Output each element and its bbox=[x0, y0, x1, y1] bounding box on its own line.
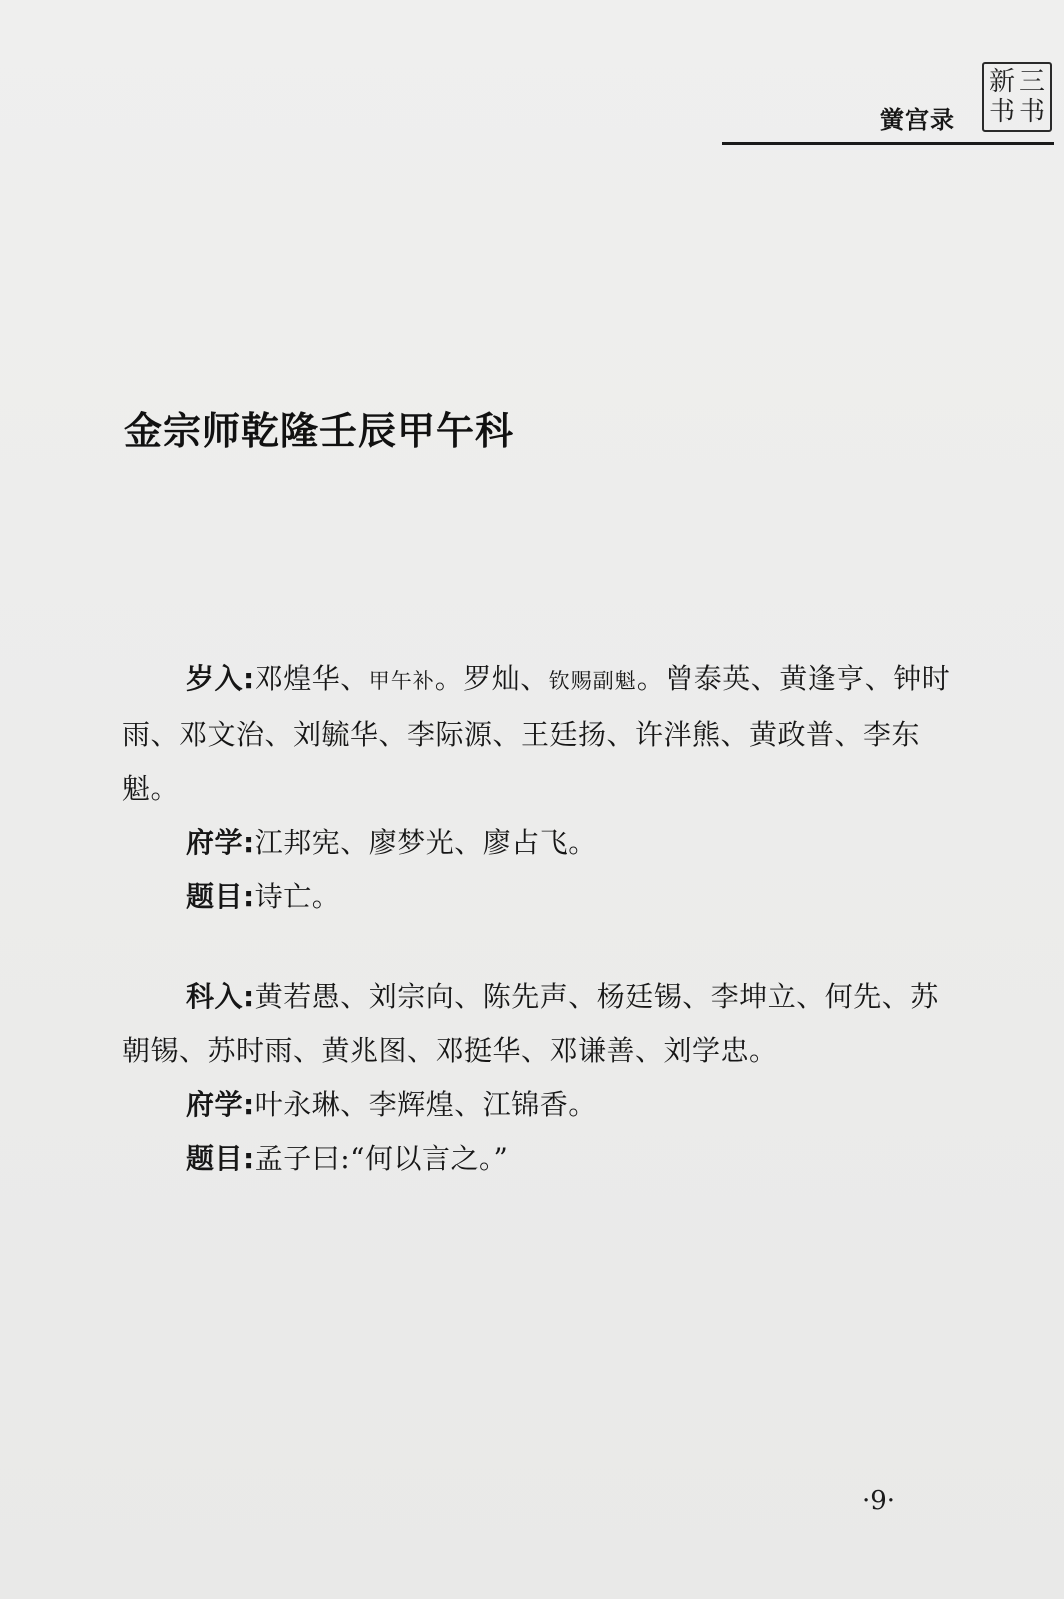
header-rule bbox=[722, 142, 1054, 145]
entrants-paragraph bbox=[122, 652, 952, 816]
label-colon: : bbox=[243, 1088, 255, 1121]
seal-char: 新 bbox=[988, 67, 1015, 97]
prefecture-text: 江邦宪、廖梦光、廖占飞。 bbox=[254, 826, 597, 859]
entrants-label: 科入 bbox=[186, 980, 244, 1013]
topic-label: 题目 bbox=[186, 1142, 244, 1175]
entrants-paragraph bbox=[122, 970, 952, 1078]
topic-paragraph bbox=[122, 870, 952, 924]
entrants-text: 黄若愚、刘宗向、陈先声、杨廷锡、李坤立、何先、苏朝锡、苏时雨、黄兆图、邓挺华、邓谦善、刘学忠。 bbox=[122, 980, 939, 1067]
running-head-title: 黉宫录 bbox=[880, 106, 955, 134]
topic-paragraph bbox=[122, 1132, 952, 1186]
seal-char: 书 bbox=[988, 97, 1015, 127]
label-colon: : bbox=[243, 826, 255, 859]
prefecture-label: 府学 bbox=[186, 826, 244, 859]
section-renchen bbox=[122, 652, 952, 924]
entrants-text-a: 邓煌华、 bbox=[254, 662, 369, 695]
seal-char: 三 bbox=[1018, 67, 1045, 97]
topic-label: 题目 bbox=[186, 880, 244, 913]
inline-note: 甲午补 bbox=[368, 669, 435, 693]
entrants-label: 岁入 bbox=[186, 662, 244, 695]
series-seal-logo bbox=[982, 62, 1052, 132]
inline-note: 钦赐副魁 bbox=[548, 669, 637, 693]
section-jiawu bbox=[122, 970, 952, 1186]
chapter-title: 金宗师乾隆壬辰甲午科 bbox=[124, 408, 515, 453]
entrants-text-b: 。罗灿、 bbox=[434, 662, 549, 695]
label-colon: : bbox=[243, 880, 255, 913]
topic-text: 孟子曰:“何以言之。” bbox=[254, 1142, 509, 1175]
prefecture-paragraph bbox=[122, 1078, 952, 1132]
label-colon: : bbox=[243, 980, 255, 1013]
label-colon: : bbox=[243, 1142, 255, 1175]
seal-char: 书 bbox=[1018, 97, 1045, 127]
prefecture-text: 叶永琳、李辉煌、江锦香。 bbox=[254, 1088, 597, 1121]
prefecture-paragraph bbox=[122, 816, 952, 870]
label-colon: : bbox=[243, 662, 255, 695]
entrants-text-c: 。曾泰英、黄逢亨、钟时雨、邓文治、刘毓华、李际源、王廷扬、许泮熊、黄政普、李东魁。 bbox=[122, 662, 951, 805]
page-number: ·9· bbox=[862, 1486, 896, 1516]
prefecture-label: 府学 bbox=[186, 1088, 244, 1121]
topic-text: 诗亡。 bbox=[254, 880, 341, 913]
